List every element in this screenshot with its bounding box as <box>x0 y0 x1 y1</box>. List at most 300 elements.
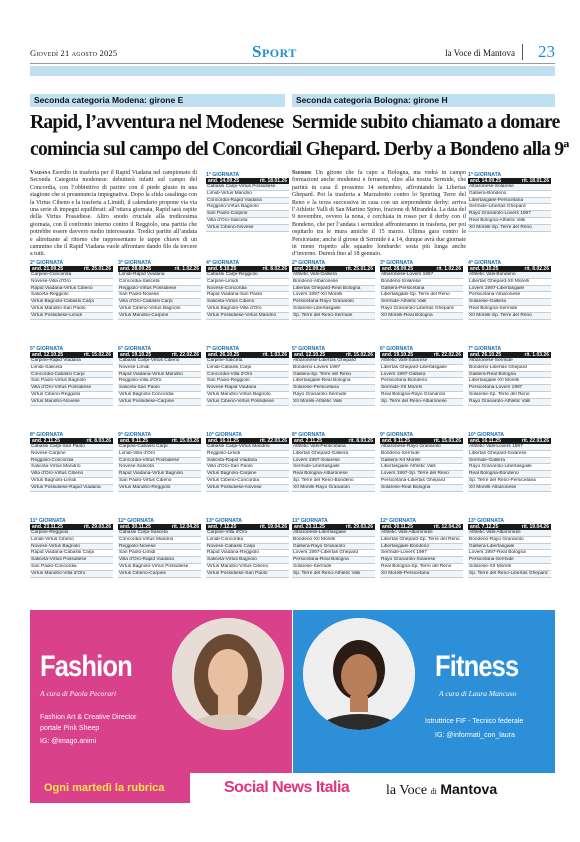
ritorno-date: rit. 22.02.26 <box>171 352 199 358</box>
match-row: Virtus Bagnolo-Villa d'Oro <box>206 306 289 313</box>
match-row: Real Bologna-Albaronese <box>292 471 375 478</box>
match-row: Virtus Bagnolo-Carpine <box>206 471 289 478</box>
match-row: XII Morelli-Albaronese <box>468 485 551 492</box>
andata-date: and. 14.09.25 <box>208 178 240 184</box>
match-row: Carpine-Rapid Viadana <box>30 358 113 365</box>
round-title: 7ª GIORNATA <box>206 346 240 352</box>
round-1-box <box>206 172 289 232</box>
ritorno-date: rit. 22.03.26 <box>521 438 549 444</box>
left-article-body <box>30 170 197 259</box>
match-row: San Paolo-Novese <box>118 292 201 299</box>
match-row: Sermide-Libertasgaile <box>292 464 375 471</box>
andata-date: and. 21.09.25 <box>32 266 64 272</box>
match-row: Reggiolo-Limidi <box>206 451 289 458</box>
band-logo-part2: di <box>430 787 437 796</box>
header-divider <box>522 44 523 60</box>
match-list <box>468 358 551 406</box>
right-title-line2: il Ghepard. Derby a Bondeno alla 9ª <box>292 139 569 160</box>
page-header <box>30 40 555 64</box>
match-row: Villa d'Oro-Cabassi Carpi <box>118 299 201 306</box>
match-row: Bondeno-Lovers 1997 <box>292 365 375 372</box>
match-row: Virtus Mandrio-Carpine <box>118 313 201 320</box>
match-row: XII Morelli-Sp. Terre del Reno <box>468 225 551 232</box>
match-row: Carpine-Saliceta <box>206 358 289 365</box>
match-row: Rapid Viadana-San Paolo <box>206 292 289 299</box>
social-news-band <box>30 773 555 803</box>
match-row: Saliceta-Rapid Viadana <box>206 458 289 465</box>
match-row: Sermide-XII Morelli <box>380 385 463 392</box>
match-row: Real Bologna-Bondeno <box>468 471 551 478</box>
match-list <box>468 184 551 232</box>
page-number: 23 <box>538 42 555 61</box>
round-13-box <box>206 518 289 578</box>
match-row: Limidi-Rapid Viadana <box>118 272 201 279</box>
fashion-ad-line1: Fashion Art & Creative Director <box>40 714 137 721</box>
round-10-box <box>468 432 551 492</box>
round-title: 2ª GIORNATA <box>292 260 326 266</box>
match-row: Rayo Granarolo-Solarese <box>380 557 463 564</box>
match-row: Libertas Ghepard-Galliera <box>292 451 375 458</box>
match-row: Novese-Saliceta <box>118 464 201 471</box>
round-6-box <box>380 346 463 406</box>
andata-date: and. 7.12.25 <box>470 524 499 530</box>
band-center-text: Social News Italia <box>224 779 350 796</box>
andata-date: and. 7.12.25 <box>208 524 237 530</box>
match-row: Solarese-Libertasgaile <box>292 306 375 313</box>
round-6-box <box>118 346 201 406</box>
match-row: Solarese-Real Bologna <box>380 485 463 492</box>
round-5-box <box>292 346 375 406</box>
match-row: Novese-Limidi <box>118 365 201 372</box>
match-row: Novese-Carpine <box>30 451 113 458</box>
match-row: Rapid Viadana-Virtus Bagnolo <box>118 471 201 478</box>
fitness-portrait <box>303 618 415 730</box>
right-title-line1: Sermide subito chiamato a domare <box>292 112 560 133</box>
match-row: Saliceta-Virtus Bagnolo <box>206 557 289 564</box>
band-left-text: Ogni martedì la rubrica <box>44 782 165 794</box>
match-row: Sp. Terre del Reno-Albaronese <box>380 399 463 406</box>
match-row: Novese-Villa d'Oro <box>30 279 113 286</box>
match-row: Virtus Possidiese-Limidi <box>30 313 113 320</box>
match-row: Libertas Ghepard-Solarese <box>468 451 551 458</box>
round-title: 10ª GIORNATA <box>206 432 243 438</box>
andata-date: and. 19.10.25 <box>382 352 414 358</box>
match-row: XII Morelli-Persicetana <box>380 571 463 578</box>
andata-date: and. 9.11.25 <box>120 438 149 444</box>
match-row: Sp. Terre del Reno-Athletic Valli <box>292 571 375 578</box>
round-9-box <box>380 432 463 492</box>
match-row: Galliera-Bondeno <box>468 191 551 198</box>
match-row: Rapid Viadana-Reggiolo <box>206 550 289 557</box>
match-row: Limidi-Virtus Cibeno <box>30 537 113 544</box>
match-row: Lovers 1997-Libertas Ghepard <box>292 550 375 557</box>
match-row: Concordia-Villa d'Oro <box>206 372 289 379</box>
match-row: Sermide-Galliera <box>468 458 551 465</box>
ritorno-date: rit. 19.04.26 <box>521 524 549 530</box>
ritorno-date: rit. 18.01.26 <box>259 178 287 184</box>
left-section-label: Seconda categoria Modena: girone E <box>30 94 285 107</box>
andata-date: and. 19.10.25 <box>120 352 152 358</box>
round-1-box <box>468 172 551 232</box>
right-article-body <box>292 170 466 259</box>
match-row: Limidi-Cabassi Carpi <box>206 365 289 372</box>
match-row: Virtus Possidiese-Virtus Mandrio <box>206 313 289 320</box>
match-row: Libertasgaile-XII Morelli <box>468 378 551 385</box>
match-row: Virtus Mandrio-Villa d'Oro <box>30 571 113 578</box>
match-row: Villa d'Oro-Virtus Cibeno <box>30 471 113 478</box>
match-row: Lovers 1997-Libertasgaile <box>468 286 551 293</box>
match-row: Virtus Mandrio-Virtus Cibeno <box>206 564 289 571</box>
ritorno-date: rit. 15.03.26 <box>433 438 461 444</box>
match-list <box>118 530 201 578</box>
match-row: Libertasgaile-Athletic Valli <box>380 464 463 471</box>
match-row: Libertasgaile-Persicetana <box>468 198 551 205</box>
match-row: Rayo Granarolo-Libertasgaile <box>468 464 551 471</box>
match-row: Saliceta-Virtus Possidiese <box>30 557 113 564</box>
match-list <box>292 272 375 320</box>
match-row: Virtus Possidiese-Novese <box>206 485 289 492</box>
round-4-box <box>206 260 289 320</box>
match-row: Albaronese-Libertas Ghepard <box>292 358 375 365</box>
match-row: Carpine-Limidi <box>206 279 289 286</box>
match-row: Libertasgaile-Real Bologna <box>292 378 375 385</box>
match-row: Rapid Viadana-Cabassi Carpi <box>30 550 113 557</box>
match-list <box>206 358 289 406</box>
match-row: San Paolo-Limidi <box>118 550 201 557</box>
match-row: Real Bologna-Athletic Valli <box>468 218 551 225</box>
band-paper-logo <box>386 781 497 799</box>
match-row: Virtus Mandrio-Novese <box>30 399 113 406</box>
match-row: Reggiolo-Virtus Possidiese <box>118 286 201 293</box>
match-list <box>380 272 463 320</box>
match-row: Galliera-Real Bologna <box>468 372 551 379</box>
match-row: Persicetana-Real Bologna <box>292 557 375 564</box>
ritorno-date: rit. 29.03.26 <box>345 524 373 530</box>
match-row: Virtus Mandrio-San Paolo <box>30 306 113 313</box>
round-title: 3ª GIORNATA <box>380 260 414 266</box>
match-row: Athletic Valli-Albaronese <box>380 530 463 537</box>
round-title: 13ª GIORNATA <box>468 518 505 524</box>
ritorno-date: rit. 8.03.26 <box>348 438 373 444</box>
match-row: Bondeno-Sermide <box>380 451 463 458</box>
ritorno-date: rit. 1.03.26 <box>524 352 549 358</box>
andata-date: and. 16.11.25 <box>470 438 501 444</box>
andata-date: and. 26.10.25 <box>470 352 502 358</box>
ritorno-date: rit. 8.02.26 <box>524 266 549 272</box>
match-row: Virtus Mandrio-Reggiolo <box>118 485 201 492</box>
match-row: Galliera-Libertasgaile <box>468 544 551 551</box>
match-row: Cabassi Carpi-Virtus Cibeno <box>118 358 201 365</box>
match-row: Virtus Mandrio-Virtus Bagnolo <box>206 392 289 399</box>
match-row: Concordia-Rapid Viadana <box>206 198 289 205</box>
andata-date: and. 12.10.25 <box>294 352 326 358</box>
match-row: Virtus Possidiese-Rapid Viadana <box>30 485 113 492</box>
match-list <box>206 184 289 232</box>
round-title: 6ª GIORNATA <box>118 346 152 352</box>
ritorno-date: rit. 15.02.26 <box>345 352 373 358</box>
match-list <box>30 530 113 578</box>
match-row: Persicetana-Lovers 1997 <box>468 385 551 392</box>
match-row: Virtus Possidiese-San Paolo <box>206 571 289 578</box>
band-logo-part1: la Voce <box>386 783 428 798</box>
round-5-box <box>30 346 113 406</box>
round-title: 2ª GIORNATA <box>30 260 64 266</box>
fitness-ad-line2: IG: @informati_con_laura <box>435 732 515 739</box>
ritorno-date: rit. 15.02.26 <box>83 352 111 358</box>
left-title-line2: comincia sul campo del Concordia <box>30 139 294 160</box>
round-10-box <box>206 432 289 492</box>
match-row: Saliceta-San Paolo <box>118 385 201 392</box>
andata-date: and. 12.10.25 <box>32 352 64 358</box>
match-row: XII Morelli-Rayo Granarolo <box>292 485 375 492</box>
match-list <box>380 530 463 578</box>
round-title: 7ª GIORNATA <box>468 346 502 352</box>
round-title: 12ª GIORNATA <box>118 518 155 524</box>
round-title: 3ª GIORNATA <box>118 260 152 266</box>
match-row: Cabassi Carpi-Saliceta <box>118 530 201 537</box>
match-list <box>468 444 551 492</box>
match-row: Virtus Cibeno-Virtus Possidiese <box>206 399 289 406</box>
match-list <box>206 444 289 492</box>
match-row: Limidi-Virtus Mandrio <box>206 191 289 198</box>
match-row: Solarese-XII Morelli <box>468 564 551 571</box>
match-list <box>30 272 113 320</box>
fashion-ad-line3: IG: @imago.animi <box>40 738 97 745</box>
match-row: Galliera-Persicetana <box>380 286 463 293</box>
fashion-ad-author: A cura di Paola Pecorari <box>40 689 117 698</box>
ritorno-date: rit. 8.03.26 <box>86 438 111 444</box>
round-7-box <box>206 346 289 406</box>
round-2-box <box>30 260 113 320</box>
andata-date: and. 23.11.25 <box>294 524 325 530</box>
round-title: 5ª GIORNATA <box>292 346 326 352</box>
right-lead-word: Sermide <box>292 170 312 176</box>
match-row: Reggiolo-Virtus Bagnolo <box>206 204 289 211</box>
andata-date: and. 16.11.25 <box>208 438 239 444</box>
match-row: Solarese-Galliera <box>468 299 551 306</box>
round-3-box <box>380 260 463 320</box>
match-row: Athletic Valli-Persicetana <box>292 444 375 451</box>
match-row: Rayo Granarolo-Athletic Valli <box>468 399 551 406</box>
andata-date: and. 2.11.25 <box>32 438 61 444</box>
match-row: Reggiolo-Villa d'Oro <box>118 378 201 385</box>
match-row: Virtus Cibeno-Reggiolo <box>30 392 113 399</box>
left-body-text: Esordio in trasferta per il Rapid Viadana nel campionato di Seconda Categoria modenese: debutterà infatti sul campo del Concordia, con l’obbiettivo di partire con il piede giusto in una stagione che si preannuncia impegnativa. Dopo la sfida casalinga con la Virtus Cibeno e la trasferta a Limidi, il calendario propone via via una serie di impegni equilibrati: all’ottava giornata, Rapid sarà ospite della Virtus Possidiese. Altro snodo cruciale alla tredicesima giornata, con il confronto interno contro il Reggiolo, una partita che potrebbe essere davvero molto interessante. Tredici partite all’andata e altrettante al ritorno che rappresentano le tappe chiave di un cammino che il Rapid Viadana vuole affrontare dando filo da torcere a tutti. <box>30 170 197 258</box>
match-row: Athletic Valli-Lovers 1997 <box>468 444 551 451</box>
round-title: 12ª GIORNATA <box>380 518 417 524</box>
match-row: Bondeno-Rayo Granarolo <box>468 537 551 544</box>
match-row: Rapid Viadana-Virtus Mandrio <box>118 372 201 379</box>
match-row: Athletic Valli-Solarese <box>380 358 463 365</box>
fashion-portrait <box>172 618 284 730</box>
round-3-box <box>118 260 201 320</box>
match-row: Limidi-Saliceta <box>30 365 113 372</box>
match-row: Sp. Terre del Reno-Persicetana <box>468 478 551 485</box>
round-11-box <box>292 518 375 578</box>
round-title: 1ª GIORNATA <box>468 172 502 178</box>
match-row: Virtus Cibeno-Novese <box>206 225 289 232</box>
andata-date: and. 2.11.25 <box>294 438 323 444</box>
match-list <box>468 272 551 320</box>
match-row: Novese-Concordia <box>206 286 289 293</box>
round-12-box <box>380 518 463 578</box>
round-title: 13ª GIORNATA <box>206 518 243 524</box>
match-row: Saliceta-Reggiolo <box>30 292 113 299</box>
match-row: Persicetana-Sermide <box>468 557 551 564</box>
round-title: 11ª GIORNATA <box>292 518 328 524</box>
round-title: 9ª GIORNATA <box>380 432 414 438</box>
fitness-portrait-image <box>303 618 415 730</box>
round-title: 4ª GIORNATA <box>468 260 502 266</box>
match-list <box>206 530 289 578</box>
match-row: Athletic Valli-Galliera <box>292 272 375 279</box>
ritorno-date: rit. 29.03.26 <box>83 524 111 530</box>
match-row: Libertas Ghepard-Libertasgaile <box>380 365 463 372</box>
fashion-ad-title: Fashion <box>40 650 132 683</box>
andata-date: and. 5.10.25 <box>208 266 237 272</box>
left-title-line1: Rapid, l’avventura nel Modenese <box>30 112 284 133</box>
match-row: Saliceta-Virtus Cibeno <box>206 299 289 306</box>
match-row: Real Bologna-Sermide <box>468 306 551 313</box>
match-row: Villa d'Oro-San Paolo <box>206 464 289 471</box>
match-row: Bondeno-Libertas Ghepard <box>468 365 551 372</box>
match-row: Persicetana-Rayo Granarolo <box>292 299 375 306</box>
match-row: Lovers 1997-XII Morelli <box>292 292 375 299</box>
match-row: Lovers 1997-Sp. Terre del Reno <box>380 471 463 478</box>
match-list <box>30 358 113 406</box>
match-row: Libertasgaile-Sp. Terre del Reno <box>380 292 463 299</box>
section-title: Sport <box>252 42 297 61</box>
round-title: 5ª GIORNATA <box>30 346 64 352</box>
match-row: Carpine-Cabassi Carpi <box>118 444 201 451</box>
ritorno-date: rit. 22.02.26 <box>433 352 461 358</box>
ritorno-date: rit. 25.01.26 <box>345 266 373 272</box>
match-row: Bondeno-Solarese <box>380 279 463 286</box>
andata-date: and. 30.11.25 <box>120 524 151 530</box>
match-row: Albaronese-Solarese <box>468 184 551 191</box>
ritorno-date: rit. 1.02.26 <box>436 266 461 272</box>
match-row: Persicetana-Albaronese <box>468 292 551 299</box>
match-row: Carpine-Reggiolo <box>30 530 113 537</box>
match-row: Villa d'Oro-Saliceta <box>206 218 289 225</box>
round-12-box <box>118 518 201 578</box>
match-row: Libertas Ghepard-Real Bologna <box>292 286 375 293</box>
match-row: Cabassi Carpi-San Paolo <box>30 444 113 451</box>
fashion-portrait-image <box>172 618 284 730</box>
fitness-ad-author: A cura di Laura Mancuso <box>439 689 517 698</box>
match-row: Carpine-Concordia <box>30 272 113 279</box>
match-row: Athletic Valli-Albaronese <box>468 530 551 537</box>
round-title: 6ª GIORNATA <box>380 346 414 352</box>
match-row: Rapid Viadana-Virtus Cibeno <box>30 286 113 293</box>
match-row: Real Bologna-Sp. Terre del Reno <box>380 564 463 571</box>
match-row: Concordia-Cabassi Carpi <box>30 372 113 379</box>
match-row: Athletic Valli-Bondeno <box>468 272 551 279</box>
match-row: Cabassi Carpi-Virtus Possidiese <box>206 184 289 191</box>
round-title: 9ª GIORNATA <box>118 432 152 438</box>
andata-date: and. 23.11.25 <box>32 524 63 530</box>
fitness-ad-title: Fitness <box>435 650 519 683</box>
match-row: Albaronese-Lovers 1997 <box>380 272 463 279</box>
match-list <box>380 358 463 406</box>
andata-date: and. 26.10.25 <box>208 352 240 358</box>
match-row: Lovers 1997-Real Bologna <box>468 550 551 557</box>
match-row: Reggiolo-Concordia <box>30 458 113 465</box>
ritorno-date: rit. 12.04.26 <box>171 524 199 530</box>
match-list <box>468 530 551 578</box>
andata-date: and. 14.09.25 <box>470 178 502 184</box>
match-row: Virtus Cibeno-Virtus Bagnolo <box>118 306 201 313</box>
round-title: 1ª GIORNATA <box>206 172 240 178</box>
andata-date: and. 28.09.25 <box>382 266 414 272</box>
match-row: Albaronese-Rayo Granarolo <box>380 444 463 451</box>
right-section-label: Seconda categoria Bologna: girone H <box>292 94 555 107</box>
right-body-text: Un girone che fa capo a Bologna, ma vedrà in campo formazioni anche modenesi e ferraresi, oltre alla nostra Sermide, che partirà in casa il prossimo 14 settembre, affrontando la Libertas Ghepard. Poi la trasferta a Marzabotto contro lo Sporting Terre del Reno e la terza successiva in casa con un sorprendente derby: arriva l’Athletic Valli di San Martino Spino, frazione di Mirandola. La data del 9 novembre, ovvero la nona, è cerchiata in rosso per il derby con il Bondeno, che per l’andata i sermidesi affronteranno in trasferta, per poi ospitarlo tra le mura amiche il 15 marzo. Ultima gara contro le Persicetane; anche il girone di Sermide è a 14, dunque avrà due giornate in meno rispetto alle squadre lombarde: sosta più lunga anche d’inverno. Durerà fino al 18 gennaio. <box>292 170 466 258</box>
match-row: Galliera-Rayo Granarolo <box>292 544 375 551</box>
round-title: 4ª GIORNATA <box>206 260 240 266</box>
match-row: Sermide-Lovers 1997 <box>380 550 463 557</box>
match-row: Albaronese-Libertasgaile <box>292 530 375 537</box>
match-row: Rayo Granarolo-Lovers 1997 <box>468 211 551 218</box>
ritorno-date: rit. 8.02.26 <box>262 266 287 272</box>
match-row: Concordia-Virtus Mandrio <box>118 537 201 544</box>
match-row: Saliceta-Virtus Mandrio <box>30 464 113 471</box>
match-row: Solarese-Sermide <box>292 564 375 571</box>
match-row: Virtus Possidiese-Carpine <box>118 399 201 406</box>
match-row: Galliera-XII Morelli <box>380 458 463 465</box>
match-list <box>118 444 201 492</box>
round-8-box <box>30 432 113 492</box>
match-row: Concordia-Virtus Possidiese <box>118 458 201 465</box>
match-row: Libertasgaile-Bondeno <box>380 544 463 551</box>
ritorno-date: rit. 22.03.26 <box>259 438 287 444</box>
match-row: Libertas Ghepard-XII Morelli <box>468 279 551 286</box>
match-row: Virtus Bagnolo-Virtus Possidiese <box>118 564 201 571</box>
match-row: Sermide-Athletic Valli <box>380 299 463 306</box>
round-title: 8ª GIORNATA <box>292 432 326 438</box>
match-row: Persicetana-Libertas Ghepard <box>380 478 463 485</box>
match-row: Bondeno-Albaronese <box>292 279 375 286</box>
match-row: Lovers 1997-Galliera <box>380 372 463 379</box>
match-row: Sp. Terre del Reno-Bondeno <box>292 478 375 485</box>
match-row: Virtus Bagnolo-Limidi <box>30 478 113 485</box>
match-row: San Paolo-Virtus Cibeno <box>118 478 201 485</box>
match-row: XII Morelli-Sp. Terre del Reno <box>468 313 551 320</box>
match-row: Galliera-Sp. Terre del Reno <box>292 372 375 379</box>
match-row: Novese-Virtus Bagnolo <box>30 544 113 551</box>
ritorno-date: rit. 1.02.26 <box>174 266 199 272</box>
match-row: Novese-Rapid Viadana <box>206 385 289 392</box>
match-row: Virtus Bagnolo-Cabassi Carpi <box>30 299 113 306</box>
ritorno-date: rit. 12.04.26 <box>433 524 461 530</box>
match-row: Libertas Ghepard-Sp. Terre del Reno <box>380 537 463 544</box>
issue-date: Giovedì 21 agosto 2025 <box>30 48 118 58</box>
ritorno-date: rit. 1.03.26 <box>262 352 287 358</box>
match-row: Persicetana-Bondeno <box>380 378 463 385</box>
round-4-box <box>468 260 551 320</box>
round-title: 8ª GIORNATA <box>30 432 64 438</box>
andata-date: and. 28.09.25 <box>120 266 152 272</box>
round-8-box <box>292 432 375 492</box>
match-list <box>118 272 201 320</box>
match-row: Real Bologna-Rayo Granarolo <box>380 392 463 399</box>
match-row: Rayo Granarolo-Sermide <box>292 392 375 399</box>
match-row: Sp. Terre del Reno-Sermide <box>292 313 375 320</box>
match-list <box>206 272 289 320</box>
match-row: Cabassi Carpi-Virtus Mandrio <box>206 444 289 451</box>
match-list <box>292 358 375 406</box>
ritorno-date: rit. 15.03.26 <box>171 438 199 444</box>
